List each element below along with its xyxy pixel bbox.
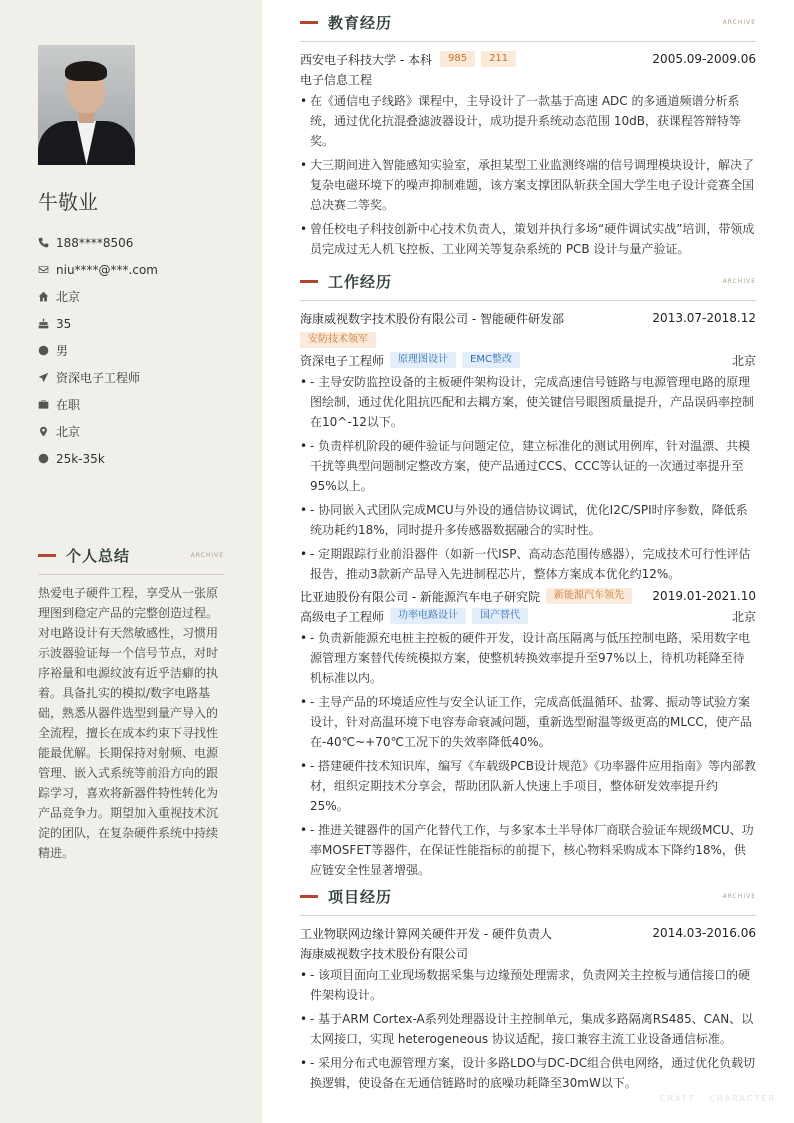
summary-text: 热爱电子硬件工程，享受从一张原理图到稳定产品的完整创造过程。对电路设计有天然敏感性，习惯用示波器验证每一个信号节点，对时序裕量和电源纹波有近乎洁癖的执着。具备扎实的模拟/数字电路基础，熟悉从器件选型到量产导入的全流程，擅长在成本约束下寻找性能最优解。长期保持对射频、电源管理、嵌入式系统等前沿方向的跟踪学习，喜欢将新器件特性转化为产品竞争力。期望加入重视技术沉淀的团队，在复杂硬件系统中持续精进。 bbox=[38, 586, 219, 860]
skill-badge: 原理图设计 bbox=[390, 352, 456, 368]
list-item: • - 推进关键器件的国产化替代工作，与多家本土半导体厂商联合验证车规级MCU、功率MOSFET等器件，在保证性能指标的前提下，核心物料采购成本下降约18%，供应链安全性显著增强。 bbox=[300, 820, 756, 880]
avatar-photo bbox=[38, 45, 135, 165]
heading-accent-bar bbox=[300, 21, 318, 24]
job-location: 北京 bbox=[731, 609, 756, 624]
project-heading bbox=[300, 886, 756, 906]
list-item: • - 负责样机阶段的硬件验证与问题定位，建立标准化的测试用例库，针对温漂、共模干扰等典型问题制定整改方案，使产品通过CCS、CCC等认证的一次通过率提升至95%以上。 bbox=[300, 436, 756, 496]
education-row bbox=[300, 49, 756, 69]
summary-heading bbox=[38, 545, 224, 565]
archive-tag: ARCHIVE bbox=[722, 893, 756, 900]
work-heading bbox=[300, 271, 756, 291]
send-icon bbox=[38, 372, 49, 383]
company-name: 比亚迪股份有限公司 - 新能源汽车电子研究院 bbox=[300, 589, 540, 604]
heading-accent-bar bbox=[300, 895, 318, 898]
list-item: • - 采用分布式电源管理方案，设计多路LDO与DC-DC组合供电网络，通过优化负载切换逻辑，使设备在无通信链路时的底噪功耗降至30mW以下。 bbox=[300, 1053, 756, 1093]
salary-icon bbox=[38, 453, 49, 464]
education-bullets bbox=[300, 91, 756, 259]
contact-title bbox=[38, 364, 158, 391]
briefcase-icon bbox=[38, 399, 49, 410]
school-badge: 211 bbox=[481, 51, 516, 67]
list-item: • 大三期间进入智能感知实验室，承担某型工业监测终端的信号调理模块设计，解决了复杂电磁环境下的噪声抑制难题，该方案支撑团队斩获全国大学生电子设计竞赛全国总决赛二等奖。 bbox=[300, 155, 756, 215]
project-bullets bbox=[300, 965, 756, 1093]
job-date: 2013.07-2018.12 bbox=[652, 311, 756, 325]
contact-salary bbox=[38, 445, 158, 472]
section-title: 教育经历 bbox=[328, 13, 393, 32]
company-badge: 安防技术领军 bbox=[300, 332, 376, 348]
mail-icon bbox=[38, 264, 49, 275]
list-item: • - 基于ARM Cortex-A系列处理器设计主控制单元，集成多路隔离RS485、CAN、以太网接口，实现 heterogeneous 协议适配，接口兼容主流工业设备通信标准。 bbox=[300, 1009, 756, 1049]
heading-accent-bar bbox=[38, 554, 56, 557]
watermark: CRAFT · CHARACTER bbox=[660, 1094, 776, 1103]
list-item: • 曾任校电子科技创新中心技术负责人，策划并执行多场“硬件调试实战”培训，带领成员完成过无人机飞控板、工业网关等复杂系统的 PCB 设计与量产验证。 bbox=[300, 219, 756, 259]
company-name: 海康威视数字技术股份有限公司 - 智能硬件研发部 bbox=[300, 311, 564, 326]
project-org: 海康威视数字技术股份有限公司 bbox=[300, 946, 469, 961]
contact-phone bbox=[38, 229, 158, 256]
heading-accent-bar bbox=[300, 280, 318, 283]
skill-badge: EMC整改 bbox=[462, 352, 520, 368]
list-item: • - 搭建硬件技术知识库，编写《车载级PCB设计规范》《功率器件应用指南》等内部教材，组织定期技术分享会，帮助团队新人快速上手项目，整体研发效率提升约25%。 bbox=[300, 756, 756, 816]
project-date: 2014.03-2016.06 bbox=[652, 926, 756, 940]
contact-text: 25k-35k bbox=[56, 451, 105, 466]
contact-text: 资深电子工程师 bbox=[56, 371, 141, 385]
job-location: 北京 bbox=[731, 353, 756, 368]
location-icon bbox=[38, 426, 49, 437]
school-badge: 985 bbox=[440, 51, 475, 67]
contact-list bbox=[38, 229, 158, 472]
list-item: • - 协同嵌入式团队完成MCU与外设的通信协议调试，优化I2C/SPI时序参数，降低系统功耗约18%，同时提升多传感器数据融合的实时性。 bbox=[300, 500, 756, 540]
list-item: • 在《通信电子线路》课程中，主导设计了一款基于高速 ADC 的多通道频谱分析系统，通过优化抗混叠滤波器设计，成功提升系统动态范围 10dB，获课程答辩特等奖。 bbox=[300, 91, 756, 151]
archive-tag: ARCHIVE bbox=[190, 552, 224, 559]
gender-icon bbox=[38, 345, 49, 356]
list-item: • - 定期跟踪行业前沿器件（如新一代ISP、高动态范围传感器），完成技术可行性评估报告，推动3款新产品导入先进制程芯片，整体方案成本优化约12%。 bbox=[300, 544, 756, 584]
home-icon bbox=[38, 291, 49, 302]
job-bullets bbox=[300, 372, 756, 584]
school-name: 西安电子科技大学 - 本科 bbox=[300, 52, 432, 67]
skill-badge: 功率电路设计 bbox=[390, 608, 466, 624]
contact-home bbox=[38, 283, 158, 310]
contact-text: 在职 bbox=[56, 398, 81, 412]
contact-text: 北京 bbox=[56, 425, 81, 439]
job-bullets bbox=[300, 628, 756, 880]
contact-text: 北京 bbox=[56, 290, 81, 304]
project-org-row bbox=[300, 943, 756, 963]
contact-text: niu****@***.com bbox=[56, 262, 158, 277]
job-date: 2019.01-2021.10 bbox=[652, 589, 756, 603]
work-section bbox=[300, 271, 756, 884]
section-divider bbox=[300, 41, 756, 42]
archive-tag: ARCHIVE bbox=[722, 278, 756, 285]
sidebar bbox=[0, 0, 262, 1123]
project-name: 工业物联网边缘计算网关硬件开发 - 硬件负责人 bbox=[300, 926, 552, 941]
contact-email bbox=[38, 256, 158, 283]
company-row bbox=[300, 586, 756, 606]
section-title: 工作经历 bbox=[328, 272, 393, 291]
company-badge-row bbox=[300, 330, 756, 350]
position-row bbox=[300, 606, 756, 626]
major-row bbox=[300, 69, 756, 89]
section-title: 个人总结 bbox=[66, 546, 131, 565]
contact-age bbox=[38, 310, 158, 337]
main-content bbox=[300, 0, 756, 1123]
major: 电子信息工程 bbox=[300, 72, 373, 87]
section-divider bbox=[38, 574, 224, 575]
project-entry bbox=[300, 923, 756, 1093]
contact-text: 男 bbox=[56, 344, 69, 358]
position-title: 高级电子工程师 bbox=[300, 609, 385, 624]
job-entry bbox=[300, 586, 756, 880]
archive-tag: ARCHIVE bbox=[722, 19, 756, 26]
position-row bbox=[300, 350, 756, 370]
contact-gender bbox=[38, 337, 158, 364]
education-heading bbox=[300, 12, 756, 32]
education-date: 2005.09-2009.06 bbox=[652, 52, 756, 66]
phone-icon bbox=[38, 237, 49, 248]
list-item: • - 主导产品的环境适应性与安全认证工作，完成高低温循环、盐雾、振动等试验方案设计，针对高温环境下电容寿命衰减问题，重新选型耐温等级更高的MLCC，使产品在-40℃~+70℃工况下的失效率降低40%。 bbox=[300, 692, 756, 752]
position-title: 资深电子工程师 bbox=[300, 353, 385, 368]
project-row bbox=[300, 923, 756, 943]
list-item: • - 该项目面向工业现场数据采集与边缘预处理需求，负责网关主控板与通信接口的硬件架构设计。 bbox=[300, 965, 756, 1005]
section-divider bbox=[300, 300, 756, 301]
cake-icon bbox=[38, 318, 49, 329]
summary-section bbox=[38, 545, 224, 863]
job-entry bbox=[300, 308, 756, 584]
section-divider bbox=[300, 915, 756, 916]
contact-text: 188****8506 bbox=[56, 235, 134, 250]
list-item: • - 负责新能源充电桩主控板的硬件开发，设计高压隔离与低压控制电路，采用数字电源管理方案替代传统模拟方案，使整机转换效率提升至97%以上，待机功耗降至待机标准以内。 bbox=[300, 628, 756, 688]
skill-badge: 国产替代 bbox=[472, 608, 528, 624]
list-item: • - 主导安防监控设备的主板硬件架构设计，完成高速信号链路与电源管理电路的原理图绘制，通过优化阻抗匹配和去耦方案，使关键信号眼图质量提升，产品误码率控制在10^-12以下。 bbox=[300, 372, 756, 432]
candidate-name: 牛敬业 bbox=[38, 190, 98, 214]
contact-text: 35 bbox=[56, 316, 72, 331]
section-title: 项目经历 bbox=[328, 887, 393, 906]
company-row bbox=[300, 308, 756, 328]
contact-status bbox=[38, 391, 158, 418]
company-badge: 新能源汽车领先 bbox=[546, 588, 632, 604]
education-section bbox=[300, 12, 756, 263]
project-section bbox=[300, 886, 756, 1097]
contact-location bbox=[38, 418, 158, 445]
